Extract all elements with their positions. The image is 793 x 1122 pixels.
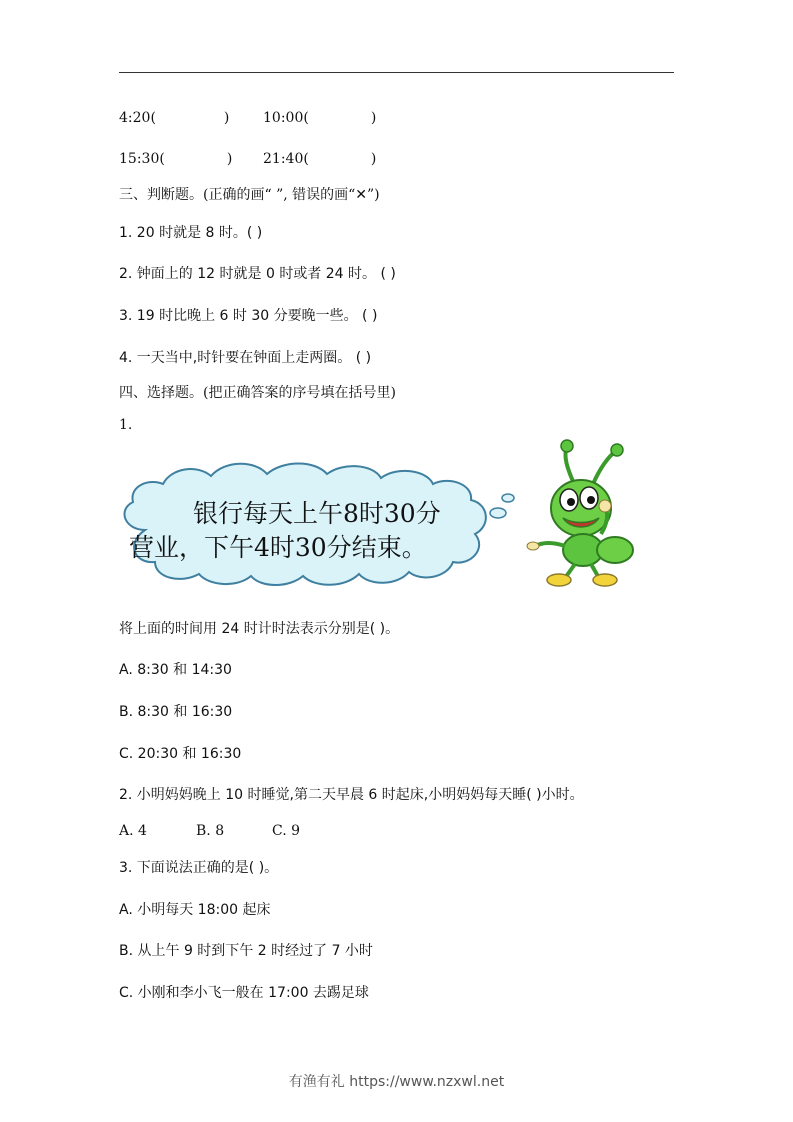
question-1-option-a: A. 8:30 和 14:30 <box>119 662 232 678</box>
question-2-option-b: B. 8 <box>196 823 225 839</box>
section-4-heading: 四、选择题。(把正确答案的序号填在括号里) <box>119 385 396 401</box>
question-1-option-c: C. 20:30 和 16:30 <box>119 746 242 762</box>
time-row-2-a: 15:30( ) <box>119 151 233 167</box>
question-1-option-b: B. 8:30 和 16:30 <box>119 704 233 720</box>
question-1-number: 1. <box>119 417 133 433</box>
footer-watermark: 有渔有礼 https://www.nzxwl.net <box>288 1074 505 1090</box>
question-3-prompt: 3. 下面说法正确的是( )。 <box>119 860 279 876</box>
cloud-text-line-2: 营业，下午4时30分结束。 <box>129 533 427 562</box>
judge-item-2: 2. 钟面上的 12 时就是 0 时或者 24 时。 ( ) <box>119 266 396 282</box>
section-3-heading: 三、判断题。(正确的画“ ”, 错误的画“✕”) <box>119 187 380 203</box>
judge-item-4: 4. 一天当中,时针要在钟面上走两圈。 ( ) <box>119 350 372 366</box>
question-1-prompt: 将上面的时间用 24 时计时法表示分别是( )。 <box>119 621 400 637</box>
question-2-prompt: 2. 小明妈妈晚上 10 时睡觉,第二天早晨 6 时起床,小明妈妈每天睡( )小时。 <box>119 787 584 803</box>
cartoon-ant-icon <box>527 440 633 586</box>
question-3-option-b: B. 从上午 9 时到下午 2 时经过了 7 小时 <box>119 943 373 959</box>
question-3-option-a: A. 小明每天 18:00 起床 <box>119 902 271 918</box>
time-row-2-b: 21:40( ) <box>263 151 377 167</box>
question-2-option-a: A. 4 <box>119 823 147 839</box>
question-2-option-c: C. 9 <box>272 823 301 839</box>
time-row-1-b: 10:00( ) <box>263 110 377 126</box>
time-row-1-a: 4:20( ) <box>119 110 230 126</box>
cloud-text-line-1: 银行每天上午8时30分 <box>193 499 441 528</box>
header-rule <box>119 72 674 73</box>
judge-item-3: 3. 19 时比晚上 6 时 30 分要晚一些。 ( ) <box>119 308 378 324</box>
question-3-option-c: C. 小刚和李小飞一般在 17:00 去踢足球 <box>119 985 369 1001</box>
judge-item-1: 1. 20 时就是 8 时。( ) <box>119 225 263 241</box>
bank-hours-illustration <box>115 438 640 598</box>
